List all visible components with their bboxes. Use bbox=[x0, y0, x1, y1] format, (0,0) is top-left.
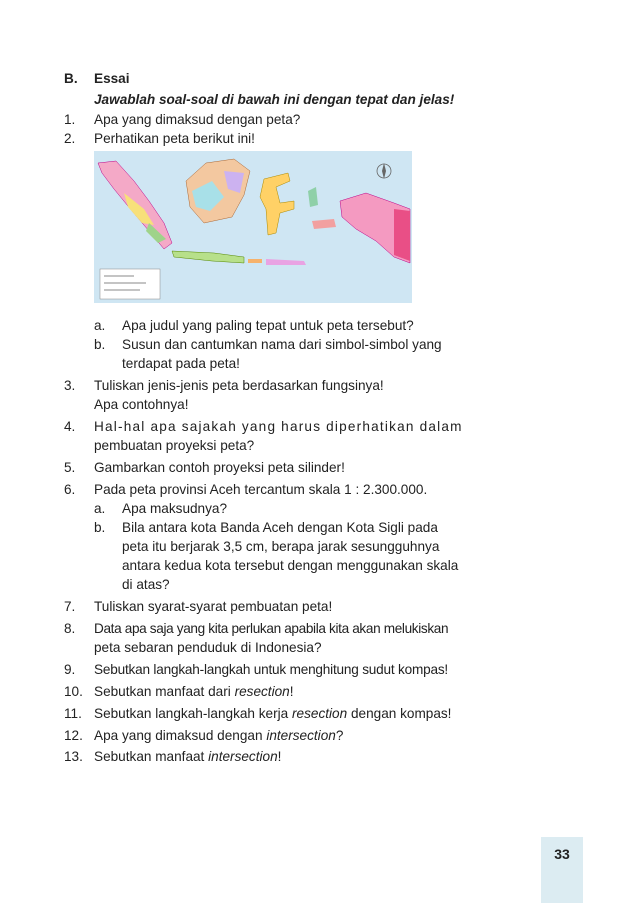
question-number: 8. bbox=[64, 621, 76, 636]
section-letter: B. bbox=[64, 71, 78, 86]
question-number: 3. bbox=[64, 378, 76, 393]
map-papua-east bbox=[394, 209, 410, 261]
sub-label: b. bbox=[94, 337, 106, 352]
section-instruction: Jawablah soal-soal di bawah ini dengan tepat dan jelas! bbox=[94, 92, 455, 107]
sub-label: a. bbox=[94, 501, 106, 516]
sub-text: Susun dan cantumkan nama dari simbol-simbol yang bbox=[122, 337, 442, 352]
map-bali bbox=[248, 259, 262, 263]
question-number: 9. bbox=[64, 662, 76, 677]
sub-text: Bila antara kota Banda Aceh dengan Kota Sigli pada bbox=[122, 520, 438, 535]
question-number: 10. bbox=[64, 684, 83, 699]
question-text: Hal-hal apa sajakah yang harus diperhatikan dalam bbox=[94, 419, 463, 434]
question-number: 1. bbox=[64, 112, 76, 127]
question-text: Gambarkan contoh proyeksi peta silinder! bbox=[94, 460, 345, 475]
question-text: Tuliskan syarat-syarat pembuatan peta! bbox=[94, 599, 333, 614]
question-text: Apa yang dimaksud dengan intersection? bbox=[94, 728, 344, 743]
question-text: Apa contohnya! bbox=[94, 397, 189, 412]
indonesia-map-image bbox=[94, 151, 412, 303]
question-number: 4. bbox=[64, 419, 76, 434]
map-legend bbox=[100, 269, 160, 299]
question-text: Pada peta provinsi Aceh tercantum skala 1 : 2.300.000. bbox=[94, 482, 428, 497]
question-text: Perhatikan peta berikut ini! bbox=[94, 131, 255, 146]
sub-text: di atas? bbox=[122, 577, 170, 592]
question-number: 12. bbox=[64, 728, 83, 743]
question-number: 6. bbox=[64, 482, 76, 497]
question-text: Sebutkan langkah-langkah kerja resection dengan kompas! bbox=[94, 706, 452, 721]
question-text: Tuliskan jenis-jenis peta berdasarkan fungsinya! bbox=[94, 378, 384, 393]
sub-text: Apa maksudnya? bbox=[122, 501, 228, 516]
question-text: Sebutkan manfaat dari resection! bbox=[94, 684, 294, 699]
question-number: 11. bbox=[64, 706, 82, 721]
section-title: Essai bbox=[94, 71, 130, 86]
question-text: pembuatan proyeksi peta? bbox=[94, 438, 255, 453]
question-number: 5. bbox=[64, 460, 76, 475]
question-text: Sebutkan langkah-langkah untuk menghitung sudut kompas! bbox=[94, 662, 449, 677]
question-text: Apa yang dimaksud dengan peta? bbox=[94, 112, 301, 127]
sub-text: peta itu berjarak 3,5 cm, berapa jarak sesungguhnya bbox=[122, 539, 440, 554]
sub-label: b. bbox=[94, 520, 106, 535]
sub-text: Apa judul yang paling tepat untuk peta tersebut? bbox=[122, 318, 414, 333]
page-number: 33 bbox=[554, 846, 570, 862]
page-number-tab bbox=[541, 837, 583, 903]
question-number: 2. bbox=[64, 131, 76, 146]
sub-text: antara kedua kota tersebut dengan menggunakan skala bbox=[122, 558, 459, 573]
sub-text: terdapat pada peta! bbox=[122, 356, 240, 371]
question-text: peta sebaran penduduk di Indonesia? bbox=[94, 640, 322, 655]
question-text: Sebutkan manfaat intersection! bbox=[94, 749, 282, 764]
sub-label: a. bbox=[94, 318, 106, 333]
question-text: Data apa saja yang kita perlukan apabila kita akan melukiskan bbox=[94, 621, 449, 636]
question-number: 7. bbox=[64, 599, 76, 614]
question-number: 13. bbox=[64, 749, 83, 764]
